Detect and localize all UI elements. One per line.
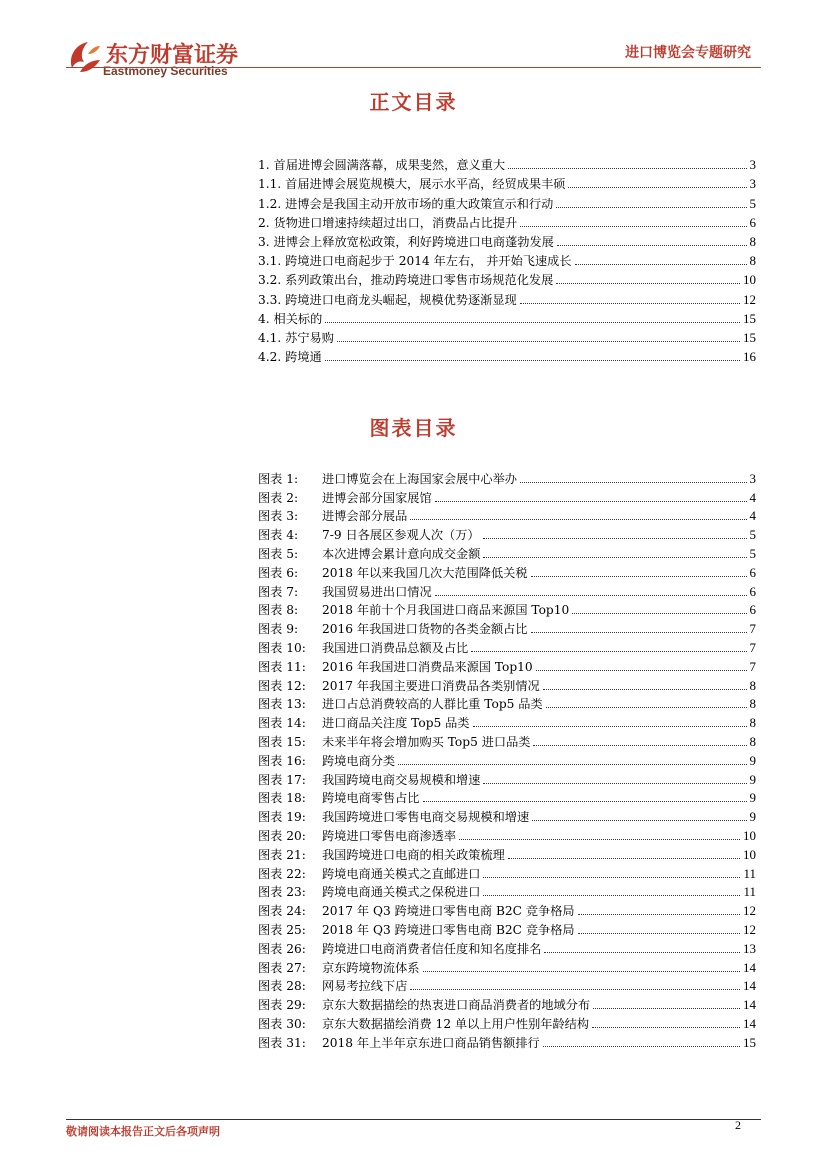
- figure-entry[interactable]: [258, 994, 756, 1013]
- entry-label: [258, 1035, 540, 1051]
- entry-label: [258, 978, 407, 994]
- figure-caption: 京东大数据描绘消费 12 单以上用户性别年龄结构: [322, 1016, 590, 1031]
- contents-entry[interactable]: [258, 250, 756, 269]
- figure-number: 图表 18:: [258, 791, 306, 806]
- figure-caption: 2017 年我国主要进口消费品各类别情况: [322, 678, 540, 693]
- figure-entry[interactable]: [258, 731, 756, 750]
- dot-leader: [546, 707, 747, 708]
- figure-caption: 我国贸易进出口情况: [322, 584, 432, 599]
- figure-entry[interactable]: [258, 524, 756, 543]
- entry-page-number: 7: [749, 658, 756, 674]
- entry-page-number: 13: [743, 940, 756, 956]
- figure-number: 图表 8:: [258, 603, 299, 618]
- figure-caption: 我国跨境电商交易规模和增速: [322, 772, 481, 787]
- figure-entry[interactable]: [258, 769, 756, 788]
- dot-leader: [543, 1046, 740, 1047]
- figure-caption: 我国跨境进口电商的相关政策梳理: [322, 847, 505, 862]
- dot-leader: [520, 482, 747, 483]
- dot-leader: [556, 207, 746, 208]
- entry-label: [258, 715, 470, 731]
- figure-caption: 跨境电商分类: [322, 753, 396, 768]
- entry-label: [258, 565, 528, 581]
- entry-page-number: 5: [749, 527, 756, 543]
- figure-entry[interactable]: [258, 656, 756, 675]
- entry-label: [258, 640, 468, 656]
- dot-leader: [520, 303, 740, 304]
- figure-entry[interactable]: [258, 468, 756, 487]
- entry-page-number: 10: [743, 846, 756, 862]
- entry-page-number: 6: [749, 583, 756, 599]
- entry-page-number: 7: [749, 639, 756, 655]
- figure-entry[interactable]: [258, 543, 756, 562]
- eastmoney-logo-icon: [66, 38, 102, 76]
- entry-label: 3.1. 跨境进口电商起步于 2014 年左右， 并开始飞速成长: [258, 254, 572, 269]
- contents-entry[interactable]: [258, 231, 756, 250]
- entry-label: [258, 546, 480, 562]
- figure-caption: 跨境电商零售占比: [322, 791, 420, 806]
- dot-leader: [593, 1008, 740, 1009]
- dot-leader: [533, 745, 746, 746]
- entry-page-number: 9: [749, 809, 756, 825]
- figure-number: 图表 24:: [258, 904, 306, 919]
- entry-label: [258, 584, 432, 600]
- figure-number: 图表 25:: [258, 922, 306, 937]
- entry-page-number: 3: [749, 157, 756, 173]
- figure-number: 图表 3:: [258, 509, 299, 524]
- dot-leader: [572, 613, 746, 614]
- figure-entry[interactable]: [258, 637, 756, 656]
- figure-number: 图表 16:: [258, 753, 306, 768]
- entry-page-number: 9: [749, 771, 756, 787]
- dot-leader: [557, 245, 747, 246]
- entry-label: [258, 659, 533, 675]
- entry-label: 3.2. 系列政策出台，推动跨境进口零售市场规范化发展: [258, 273, 554, 288]
- entry-label: [258, 828, 456, 844]
- dot-leader: [337, 341, 740, 342]
- figure-entry[interactable]: [258, 487, 756, 506]
- entry-label: [258, 1016, 589, 1032]
- dot-leader: [483, 783, 746, 784]
- figure-entry[interactable]: [258, 712, 756, 731]
- entry-page-number: 16: [743, 349, 756, 365]
- figure-entry[interactable]: [258, 825, 756, 844]
- entry-label: [258, 809, 529, 825]
- figure-caption: 2018 年上半年京东进口商品销售额排行: [322, 1035, 540, 1050]
- entry-label: 4.2. 跨境通: [258, 350, 322, 365]
- entry-page-number: 4: [749, 508, 756, 524]
- entry-page-number: 12: [743, 921, 756, 937]
- entry-page-number: 4: [749, 489, 756, 505]
- entry-page-number: 5: [749, 195, 756, 211]
- dot-leader: [531, 576, 747, 577]
- dot-leader: [556, 283, 740, 284]
- figure-entry[interactable]: [258, 919, 756, 938]
- figure-number: 图表 20:: [258, 828, 306, 843]
- contents-list: [258, 154, 756, 365]
- figure-caption: 未来半年将会增加购买 Top5 进口品类: [322, 734, 531, 749]
- figure-caption: 进口博览会在上海国家会展中心举办: [322, 471, 517, 486]
- figure-entry[interactable]: [258, 806, 756, 825]
- entry-page-number: 11: [743, 884, 756, 900]
- dot-leader: [410, 519, 746, 520]
- figure-number: 图表 6:: [258, 565, 299, 580]
- figure-number: 图表 7:: [258, 584, 299, 599]
- figure-caption: 2017 年 Q3 跨境进口零售电商 B2C 竞争格局: [322, 904, 575, 919]
- entry-label: 4.1. 苏宁易购: [258, 330, 334, 345]
- dot-leader: [531, 632, 747, 633]
- figure-number: 图表 23:: [258, 885, 306, 900]
- figures-title: 图表目录: [369, 416, 458, 440]
- entry-page-number: 3: [749, 470, 756, 486]
- figure-entry[interactable]: [258, 600, 756, 619]
- figure-entry[interactable]: [258, 957, 756, 976]
- figure-number: 图表 27:: [258, 960, 306, 975]
- figure-caption: 7-9 日各展区参观人次（万）: [322, 528, 480, 543]
- figure-caption: 进博会部分展品: [322, 509, 408, 524]
- figure-caption: 2018 年以来我国几次大范围降低关税: [322, 565, 528, 580]
- contents-title: 正文目录: [369, 90, 458, 114]
- dot-leader: [483, 895, 740, 896]
- figure-entry[interactable]: [258, 618, 756, 637]
- figure-entry[interactable]: [258, 1013, 756, 1032]
- dot-leader: [435, 595, 747, 596]
- entry-label: [258, 696, 543, 712]
- figure-number: 图表 21:: [258, 847, 306, 862]
- entry-label: [258, 753, 395, 769]
- figure-number: 图表 1:: [258, 471, 299, 486]
- figure-number: 图表 10:: [258, 640, 306, 655]
- dot-leader: [578, 914, 740, 915]
- figure-number: 图表 29:: [258, 998, 306, 1013]
- contents-entry[interactable]: [258, 288, 756, 307]
- figure-number: 图表 19:: [258, 810, 306, 825]
- entry-page-number: 8: [749, 715, 756, 731]
- entry-label: 1.2. 进博会是我国主动开放市场的重大政策宣示和行动: [258, 196, 554, 211]
- contents-entry[interactable]: [258, 308, 756, 327]
- entry-page-number: 8: [749, 233, 756, 249]
- dot-leader: [423, 801, 747, 802]
- figure-caption: 2018 年前十个月我国进口商品来源国 Top10: [322, 603, 570, 618]
- figure-caption: 2016 年我国进口货物的各类金额占比: [322, 622, 528, 637]
- entry-page-number: 3: [749, 176, 756, 192]
- figure-caption: 本次进博会累计意向成交金额: [322, 546, 481, 561]
- figure-caption: 进口商品关注度 Top5 品类: [322, 716, 470, 731]
- figure-number: 图表 30:: [258, 1016, 306, 1031]
- figure-caption: 我国跨境进口零售电商交易规模和增速: [322, 810, 530, 825]
- figure-caption: 进博会部分国家展馆: [322, 490, 432, 505]
- figure-entry[interactable]: [258, 581, 756, 600]
- entry-page-number: 15: [743, 310, 756, 326]
- contents-entry[interactable]: [258, 192, 756, 211]
- figure-caption: 2016 年我国进口消费品来源国 Top10: [322, 659, 533, 674]
- entry-page-number: 6: [749, 602, 756, 618]
- entry-label: 3.3. 跨境进口电商龙头崛起，规模优势逐渐显现: [258, 292, 517, 307]
- figure-caption: 跨境电商通关模式之直邮进口: [322, 866, 481, 881]
- page-number: 2: [735, 1118, 741, 1132]
- entry-page-number: 12: [743, 291, 756, 307]
- entry-label: [258, 527, 480, 543]
- entry-page-number: 8: [749, 253, 756, 269]
- dot-leader: [520, 226, 746, 227]
- entry-page-number: 12: [743, 903, 756, 919]
- entry-label: 1.1. 首届进博会展览规模大，展示水平高，经贸成果丰硕: [258, 177, 566, 192]
- figure-entry[interactable]: [258, 844, 756, 863]
- dot-leader: [592, 1027, 740, 1028]
- entry-page-number: 15: [743, 1034, 756, 1050]
- figure-number: 图表 22:: [258, 866, 306, 881]
- entry-label: [258, 922, 575, 938]
- entry-page-number: 8: [749, 696, 756, 712]
- figure-number: 图表 11:: [258, 659, 306, 674]
- figure-entry[interactable]: [258, 750, 756, 769]
- figure-number: 图表 9:: [258, 622, 299, 637]
- figure-entry[interactable]: [258, 863, 756, 882]
- dot-leader: [575, 264, 747, 265]
- figure-caption: 我国进口消费品总额及占比: [322, 640, 469, 655]
- report-series-title: 进口博览会专题研究: [625, 45, 751, 61]
- contents-entry[interactable]: [258, 346, 756, 365]
- entry-label: [258, 790, 420, 806]
- dot-leader: [508, 858, 740, 859]
- entry-label: [258, 508, 407, 524]
- entry-label: [258, 602, 569, 618]
- dot-leader: [544, 952, 740, 953]
- entry-page-number: 6: [749, 564, 756, 580]
- entry-label: 2. 货物进口增速持续超过出口，消费品占比提升: [258, 215, 518, 230]
- figure-caption: 跨境进口电商消费者信任度和知名度排名: [322, 941, 542, 956]
- company-logo: [66, 38, 246, 80]
- dot-leader: [536, 670, 747, 671]
- figure-number: 图表 12:: [258, 678, 306, 693]
- dot-leader: [410, 989, 740, 990]
- figure-entry[interactable]: [258, 900, 756, 919]
- entry-page-number: 10: [743, 827, 756, 843]
- entry-page-number: 14: [743, 997, 756, 1013]
- figure-number: 图表 15:: [258, 734, 306, 749]
- entry-label: [258, 847, 505, 863]
- figure-number: 图表 28:: [258, 979, 306, 994]
- entry-label: 4. 相关标的: [258, 311, 323, 326]
- figure-number: 图表 4:: [258, 528, 299, 543]
- contents-entry[interactable]: [258, 212, 756, 231]
- dot-leader: [398, 764, 746, 765]
- figure-entry[interactable]: [258, 882, 756, 901]
- entry-label: [258, 941, 541, 957]
- dot-leader: [483, 877, 740, 878]
- dot-leader: [325, 360, 740, 361]
- figures-list: [258, 468, 756, 1051]
- dot-leader: [435, 501, 747, 502]
- figure-caption: 京东跨境物流体系: [322, 960, 420, 975]
- dot-leader: [483, 538, 747, 539]
- entry-label: [258, 903, 575, 919]
- entry-label: [258, 960, 420, 976]
- dot-leader: [325, 322, 740, 323]
- figure-number: 图表 26:: [258, 941, 306, 956]
- figure-number: 图表 2:: [258, 490, 299, 505]
- figure-entry[interactable]: [258, 788, 756, 807]
- entry-label: [258, 678, 540, 694]
- entry-label: [258, 490, 432, 506]
- figure-entry[interactable]: [258, 976, 756, 995]
- entry-page-number: 9: [749, 752, 756, 768]
- footer-divider: [66, 1119, 761, 1120]
- figure-caption: 京东大数据描绘的热衷进口商品消费者的地域分布: [322, 998, 591, 1013]
- figure-number: 图表 5:: [258, 546, 299, 561]
- figure-entry[interactable]: [258, 1032, 756, 1051]
- dot-leader: [471, 651, 746, 652]
- contents-entry[interactable]: [258, 327, 756, 346]
- contents-entry[interactable]: [258, 173, 756, 192]
- dot-leader: [473, 726, 747, 727]
- figure-entry[interactable]: [258, 938, 756, 957]
- entry-label: 3. 进博会上释放宽松政策，利好跨境进口电商蓬勃发展: [258, 234, 554, 249]
- dot-leader: [532, 820, 746, 821]
- figure-number: 图表 13:: [258, 697, 306, 712]
- entry-page-number: 15: [743, 329, 756, 345]
- entry-page-number: 6: [749, 214, 756, 230]
- footer-disclaimer: 敬请阅读本报告正文后各项声明: [66, 1125, 220, 1138]
- entry-page-number: 10: [743, 272, 756, 288]
- dot-leader: [459, 839, 740, 840]
- entry-page-number: 14: [743, 1015, 756, 1031]
- entry-page-number: 8: [749, 677, 756, 693]
- entry-label: [258, 772, 480, 788]
- dot-leader: [568, 187, 746, 188]
- figure-caption: 跨境电商通关模式之保税进口: [322, 885, 481, 900]
- dot-leader: [483, 557, 746, 558]
- figure-caption: 跨境进口零售电商渗透率: [322, 828, 457, 843]
- figure-caption: 网易考拉线下店: [322, 979, 408, 994]
- logo-chinese-name: 东方财富证券: [106, 43, 239, 68]
- entry-page-number: 8: [749, 733, 756, 749]
- entry-label: [258, 866, 480, 882]
- dot-leader: [508, 168, 746, 169]
- figure-entry[interactable]: [258, 506, 756, 525]
- entry-label: [258, 997, 590, 1013]
- contents-entry[interactable]: [258, 154, 756, 173]
- entry-page-number: 7: [749, 621, 756, 637]
- figure-caption: 进口占总消费较高的人群比重 Top5 品类: [322, 697, 543, 712]
- entry-label: [258, 621, 528, 637]
- figure-number: 图表 17:: [258, 772, 306, 787]
- dot-leader: [578, 933, 740, 934]
- figure-entry[interactable]: [258, 694, 756, 713]
- contents-entry[interactable]: [258, 269, 756, 288]
- figure-number: 图表 31:: [258, 1035, 306, 1050]
- entry-page-number: 14: [743, 959, 756, 975]
- dot-leader: [423, 971, 741, 972]
- figure-entry[interactable]: [258, 562, 756, 581]
- entry-label: [258, 884, 480, 900]
- logo-english-name: Eastmoney Securities: [103, 64, 228, 78]
- dot-leader: [543, 689, 747, 690]
- entry-page-number: 14: [743, 978, 756, 994]
- entry-page-number: 5: [749, 545, 756, 561]
- entry-label: [258, 734, 530, 750]
- entry-page-number: 9: [749, 790, 756, 806]
- entry-page-number: 11: [743, 865, 756, 881]
- entry-label: 1. 首届进博会圆满落幕，成果斐然，意义重大: [258, 158, 506, 173]
- figure-entry[interactable]: [258, 675, 756, 694]
- figure-caption: 2018 年 Q3 跨境进口零售电商 B2C 竞争格局: [322, 922, 575, 937]
- figure-number: 图表 14:: [258, 716, 306, 731]
- entry-label: [258, 471, 517, 487]
- header-divider: [66, 67, 761, 68]
